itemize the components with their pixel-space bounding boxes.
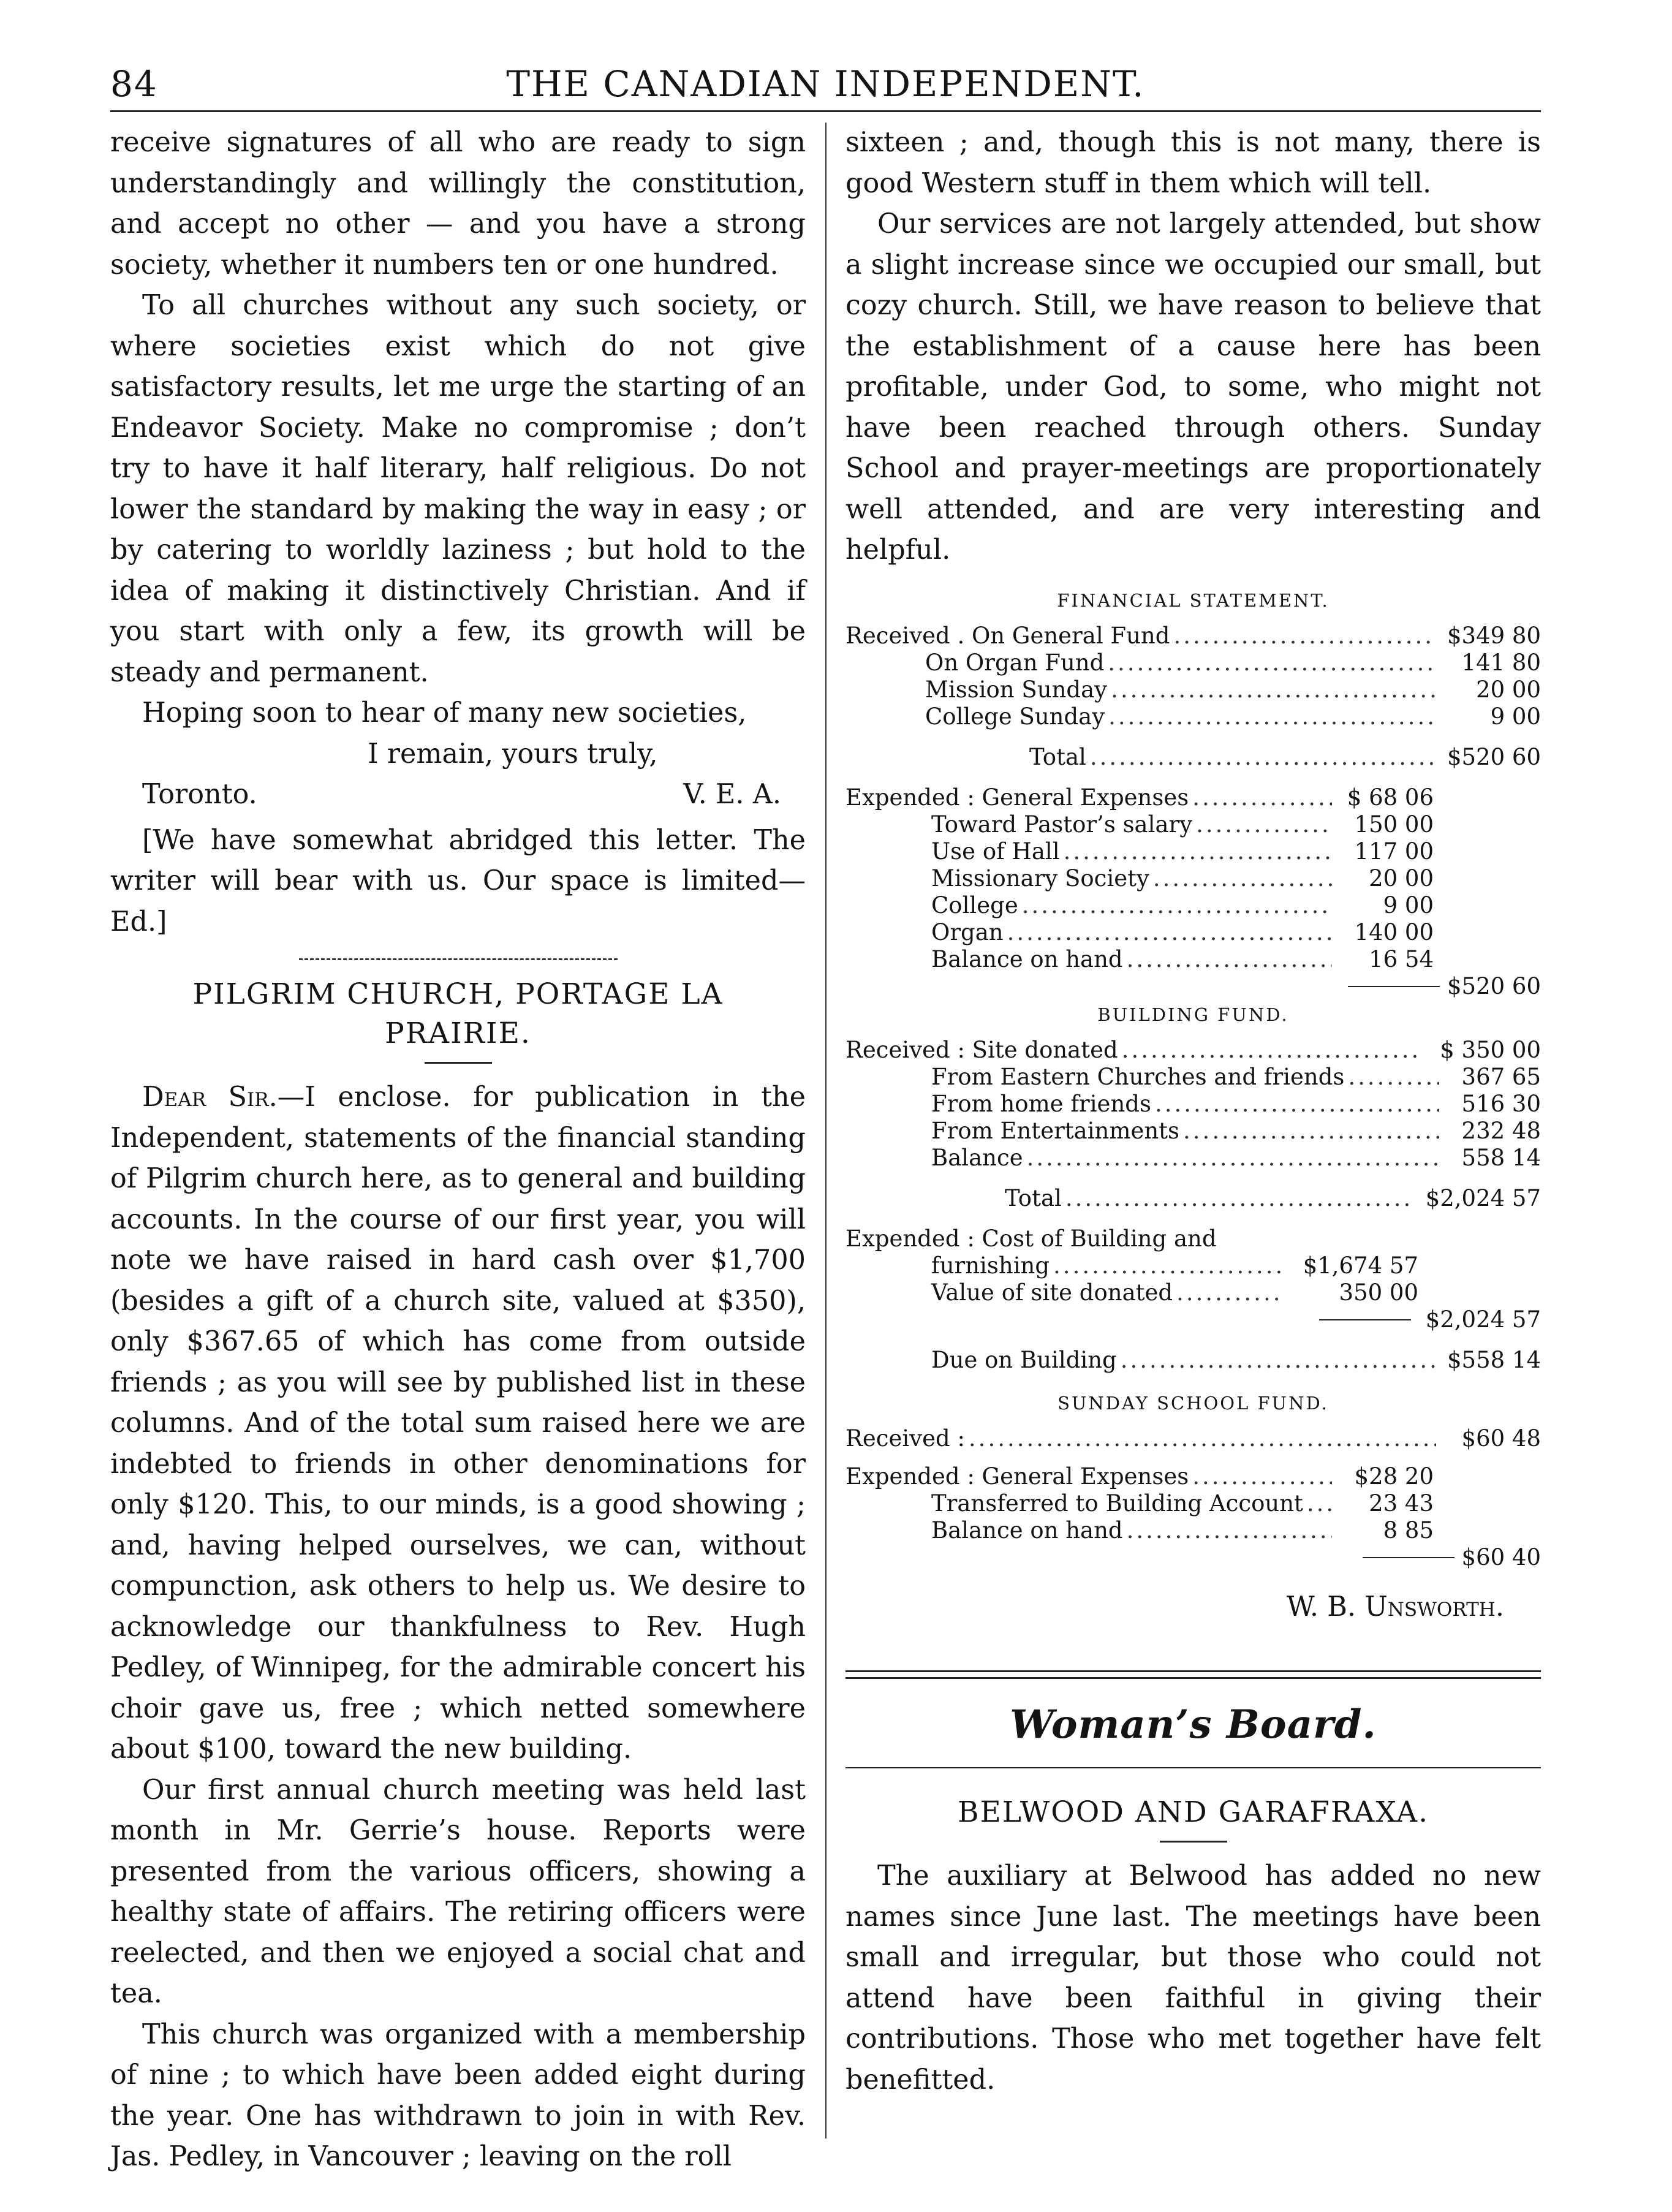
ledger-amount: $60 48 [1461, 1425, 1541, 1452]
ledger-row [845, 811, 1541, 838]
ledger-label: Expended : General Expenses [845, 1463, 1189, 1490]
ledger-label: From Eastern Churches and friends [931, 1063, 1345, 1090]
ledger-label: Balance on hand [931, 945, 1123, 972]
ledger-label: Received . On General Fund [845, 622, 1170, 649]
sunday-school-fund [845, 1425, 1541, 1571]
ledger-row [845, 892, 1541, 919]
ledger-amount: 16 54 [1369, 945, 1434, 972]
ledger-total-row [845, 1185, 1541, 1212]
ledger-row [845, 865, 1541, 892]
ledger-label: Missionary Society [931, 865, 1149, 892]
signature-unsworth: W. B. Unsworth. [1286, 1591, 1504, 1623]
left-paragraph-1: receive signatures of all who are ready to sign understandingly and willingly the constitution, and accept no other — and you have a strong society, whether it numbers ten or one hundred. [110, 127, 806, 281]
journal-title: THE CANADIAN INDEPENDENT. [506, 63, 1145, 105]
page [110, 58, 1541, 2172]
ledger-amount: 9 00 [1490, 703, 1541, 730]
ledger-row [845, 623, 1541, 650]
ledger-label: On Organ Fund [925, 649, 1105, 676]
article-title-belwood: BELWOOD AND GARAFRAXA. [957, 1795, 1429, 1829]
ledger-label: Use of Hall [931, 838, 1060, 865]
ledger-label: From Entertainments [931, 1117, 1180, 1144]
title-rule [1160, 1841, 1227, 1843]
letter-initials: V. E. A. [683, 779, 781, 810]
left-paragraph-3 [110, 1077, 806, 1770]
ledger-total-row [845, 744, 1541, 771]
ledger-amount: $1,674 57 [1303, 1252, 1418, 1279]
ledger-due-row [845, 1347, 1541, 1374]
ledger-amount: $28 20 [1354, 1463, 1434, 1490]
ledger-amount: 20 00 [1369, 865, 1434, 892]
left-paragraph-3-text: —I enclose. for publication in the Independent, statements of the financial standing of Pilgrim church here, as to general and building accounts. In the course of our first year, you will note we have raised in hard cash over $1,700 (besides a gift of a church site, valued at $350), only $367.65 of which has come from outside friends ; as you will see by published list in these columns. And of the total sum raised here we are indebted to friends in other denominations for only $120. This, to our minds, is a good showing ; and, having helped ourselves, we can, without compunction, ask others to help us. We desire to acknowledge our thankfulness to Rev. Hugh Pedley, of Winnipeg, for the admirable concert his choir gave us, free ; which netted somewhere about $100, toward the new building. [110, 1081, 806, 1765]
column-rule [825, 123, 827, 2138]
editor-note: [We have somewhat abridged this letter. The writer will bear with us. Our space is limited—Ed.] [110, 824, 806, 937]
ledger-amount: $349 80 [1447, 622, 1541, 649]
right-paragraph-1: sixteen ; and, though this is not many, there is good Western stuff in them which will tell. [845, 127, 1541, 199]
ledger-row [845, 1425, 1541, 1452]
ledger-label: Received : [845, 1425, 965, 1452]
building-fund [845, 1037, 1541, 1374]
financial-statement [845, 623, 1541, 1000]
ledger-amount: $520 60 [1447, 743, 1541, 770]
ledger-label: Transferred to Building Account [931, 1490, 1303, 1517]
ledger-amount: $ 68 06 [1347, 784, 1434, 811]
womans-board-title: Woman’s Board. [1010, 1702, 1377, 1748]
letter-valediction: I remain, yours truly, [368, 738, 658, 770]
right-column [845, 123, 1541, 2100]
ledger-amount: 558 14 [1461, 1144, 1541, 1171]
ledger-amount: 9 00 [1383, 892, 1434, 919]
ledger-row [845, 1252, 1541, 1279]
ledger-amount: 516 30 [1461, 1090, 1541, 1117]
ledger-label: Toward Pastor’s salary [931, 811, 1193, 838]
page-number: 84 [110, 63, 158, 105]
ledger-row [845, 1517, 1541, 1544]
sunday-school-fund-heading: SUNDAY SCHOOL FUND. [1057, 1392, 1329, 1414]
ledger-row [845, 1037, 1541, 1064]
building-fund-heading: BUILDING FUND. [1097, 1004, 1289, 1025]
ledger-label: College [931, 892, 1018, 919]
ledger-label: Due on Building [931, 1346, 1117, 1373]
ledger-row [845, 676, 1541, 703]
ledger-row [845, 1091, 1541, 1118]
ledger-row [845, 1490, 1541, 1517]
ledger-label: Balance [931, 1144, 1023, 1171]
ledger-amount: 367 65 [1461, 1063, 1541, 1090]
ledger-row [845, 1145, 1541, 1172]
ledger-label: Value of site donated [931, 1279, 1173, 1306]
ledger-row [845, 650, 1541, 676]
ledger-label: Expended : Cost of Building and [845, 1225, 1217, 1252]
ledger-sum-row [845, 973, 1541, 1000]
ledger-amount: $60 40 [1461, 1543, 1541, 1570]
article-title-pilgrim [110, 975, 806, 1053]
ledger-row [845, 1118, 1541, 1145]
board-rule [845, 1767, 1541, 1768]
ledger-label: Organ [931, 919, 1004, 945]
letter-closing-line: Hoping soon to hear of many new societies, [142, 697, 747, 729]
ledger-label: Total [1005, 1184, 1062, 1211]
ledger-row [845, 946, 1541, 973]
running-head [110, 58, 1541, 104]
ledger-amount: 23 43 [1369, 1490, 1434, 1517]
ledger-label: Total [1029, 743, 1086, 770]
ledger-amount: 140 00 [1354, 919, 1434, 945]
ledger-label: Mission Sunday [925, 676, 1108, 703]
ledger-amount: $558 14 [1447, 1346, 1541, 1373]
ledger-amount: 150 00 [1354, 811, 1434, 838]
ledger-row [845, 919, 1541, 946]
columns [110, 123, 1541, 2172]
ledger-row [845, 1064, 1541, 1091]
title-rule [425, 1062, 492, 1064]
article-title-line-1: PILGRIM CHURCH, PORTAGE LA [192, 977, 724, 1011]
ledger-label: Received : Site donated [845, 1036, 1118, 1063]
ledger-label: College Sunday [925, 703, 1105, 730]
ledger-sum-row [845, 1306, 1541, 1333]
ledger-amount: 141 80 [1461, 649, 1541, 676]
right-paragraph-3: The auxiliary at Belwood has added no new names since June last. The meetings have been small and irregular, but those who could not attend have been faithful in giving their contributions. Those who met together have felt benefitted. [845, 1860, 1541, 2096]
ledger-label: From home friends [931, 1090, 1151, 1117]
section-double-rule [845, 1670, 1541, 1679]
article-title-line-2: PRAIRIE. [385, 1017, 531, 1050]
ledger-row [845, 1279, 1541, 1306]
ledger-label: Expended : General Expenses [845, 784, 1189, 811]
ledger-label: Balance on hand [931, 1517, 1123, 1543]
salutation: Dear Sir. [142, 1081, 278, 1113]
ledger-amount: $520 60 [1447, 972, 1541, 999]
ledger-amount: 8 85 [1383, 1517, 1434, 1543]
left-paragraph-5: This church was organized with a membership of nine ; to which have been added eight during the year. One has withdrawn to join in with Rev. Jas. Pedley, in Vancouver ; leaving on the roll [110, 2018, 806, 2172]
ledger-row [845, 1463, 1541, 1490]
financial-statement-heading: FINANCIAL STATEMENT. [1057, 589, 1330, 611]
header-rule [110, 110, 1541, 112]
section-divider [299, 958, 618, 960]
ledger-label: furnishing [931, 1252, 1050, 1279]
left-paragraph-4: Our first annual church meeting was held last month in Mr. Gerrie’s house. Reports were presented from the various officers, showing a healthy state of affairs. The retiring officers were reelected, and then we enjoyed a social chat and tea. [110, 1774, 806, 2009]
ledger-row [845, 703, 1541, 730]
ledger-row [845, 838, 1541, 865]
ledger-amount: $2,024 57 [1425, 1306, 1541, 1333]
letter-signoff [110, 775, 806, 816]
left-paragraph-2: To all churches without any such society, or where societies exist which do not give satisfactory results, let me urge the starting of an Endeavor Society. Make no compromise ; don’t try to have it half literary, half religious. Do not lower the standard by making the way in easy ; or by catering to worldly laziness ; but hold to the idea of making it distinctively Christian. And if you start with only a few, its growth will be steady and permanent. [110, 290, 806, 688]
letter-place: Toronto. [142, 779, 257, 810]
ledger-amount: 232 48 [1461, 1117, 1541, 1144]
left-column [110, 123, 806, 2178]
ledger-row [845, 784, 1541, 811]
ledger-amount: 20 00 [1476, 676, 1541, 703]
ledger-amount: $ 350 00 [1440, 1036, 1541, 1063]
right-paragraph-2: Our services are not largely attended, but show a slight increase since we occupied our small, but cozy church. Still, we have reason to believe that the establishment of a cause here has been profitable, under God, to some, who might not have been reached through others. Sunday School and prayer-meetings are proportionately well attended, and are very interesting and helpful. [845, 208, 1541, 566]
ledger-amount: $2,024 57 [1425, 1184, 1541, 1211]
ledger-amount: 350 00 [1339, 1279, 1418, 1306]
ledger-sum-row [845, 1544, 1541, 1571]
ledger-row [845, 1225, 1541, 1252]
ledger-amount: 117 00 [1354, 838, 1434, 865]
